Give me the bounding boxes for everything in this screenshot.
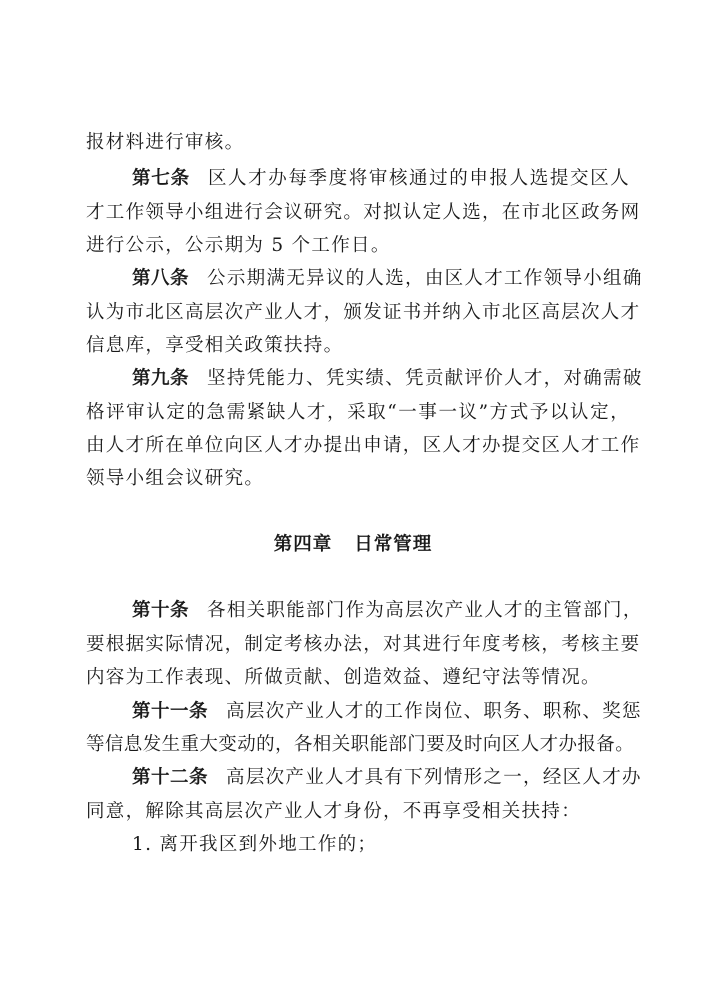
article-7-text: 区人才办每季度将审核通过的申报人选提交区人	[207, 168, 630, 189]
article-11-text: 高层次产业人才的工作岗位、职务、职称、奖惩	[226, 701, 642, 722]
article-9-line-3: 由人才所在单位向区人才办提出申请，区人才办提交区人才工作	[86, 435, 641, 456]
article-10-line-3: 内容为工作表现、所做贡献、创造效益、遵纪守法等情况。	[86, 667, 601, 688]
article-11-line-1	[132, 699, 642, 725]
chapter-heading	[0, 532, 706, 558]
article-8-line-2: 认为市北区高层次产业人才，颁发证书并纳入市北区高层次人才	[86, 302, 641, 323]
article-12-number: 第十二条	[132, 767, 209, 788]
article-9-line-2: 格评审认定的急需紧缺人才，采取“一事一议”方式予以认定，	[86, 402, 630, 423]
article-8-number: 第八条	[132, 268, 190, 289]
article-9-text: 坚持凭能力、凭实绩、凭贡献评价人才，对确需破	[207, 368, 643, 389]
article-8-text: 公示期满无异议的人选，由区人才工作领导小组确	[207, 268, 643, 289]
article-9-line-4: 领导小组会议研究。	[86, 468, 265, 489]
article-11-line-2: 等信息发生重大变动的，各相关职能部门要及时向区人才办报备。	[86, 734, 635, 755]
article-8-line-1	[132, 266, 643, 292]
chapter-number: 第四章	[273, 534, 333, 555]
article-7-line-2: 才工作领导小组进行会议研究。对拟认定人选，在市北区政务网	[86, 202, 641, 223]
article-12-text: 高层次产业人才具有下列情形之一，经区人才办	[226, 767, 642, 788]
list-item-1: 1. 离开我区到外地工作的；	[132, 834, 378, 855]
article-11-number: 第十一条	[132, 701, 209, 722]
article-10-text: 各相关职能部门作为高层次产业人才的主管部门，	[207, 600, 643, 621]
chapter-title: 日常管理	[354, 534, 433, 555]
article-7-number: 第七条	[132, 168, 190, 189]
article-8-line-3: 信息库，享受相关政策扶持。	[86, 335, 344, 356]
article-10-line-1	[132, 598, 643, 624]
article-10-line-2: 要根据实际情况，制定考核办法，对其进行年度考核，考核主要	[86, 634, 641, 655]
article-7-line-3: 进行公示，公示期为 5 个工作日。	[86, 235, 391, 256]
paragraph-continuation: 报材料进行审核。	[86, 132, 245, 153]
article-9-line-1	[132, 366, 643, 392]
article-12-line-2: 同意，解除其高层次产业人才身份，不再享受相关扶持：	[86, 801, 582, 822]
article-9-number: 第九条	[132, 368, 190, 389]
article-7-line-1	[132, 166, 630, 192]
article-12-line-1	[132, 765, 642, 791]
article-10-number: 第十条	[132, 600, 190, 621]
